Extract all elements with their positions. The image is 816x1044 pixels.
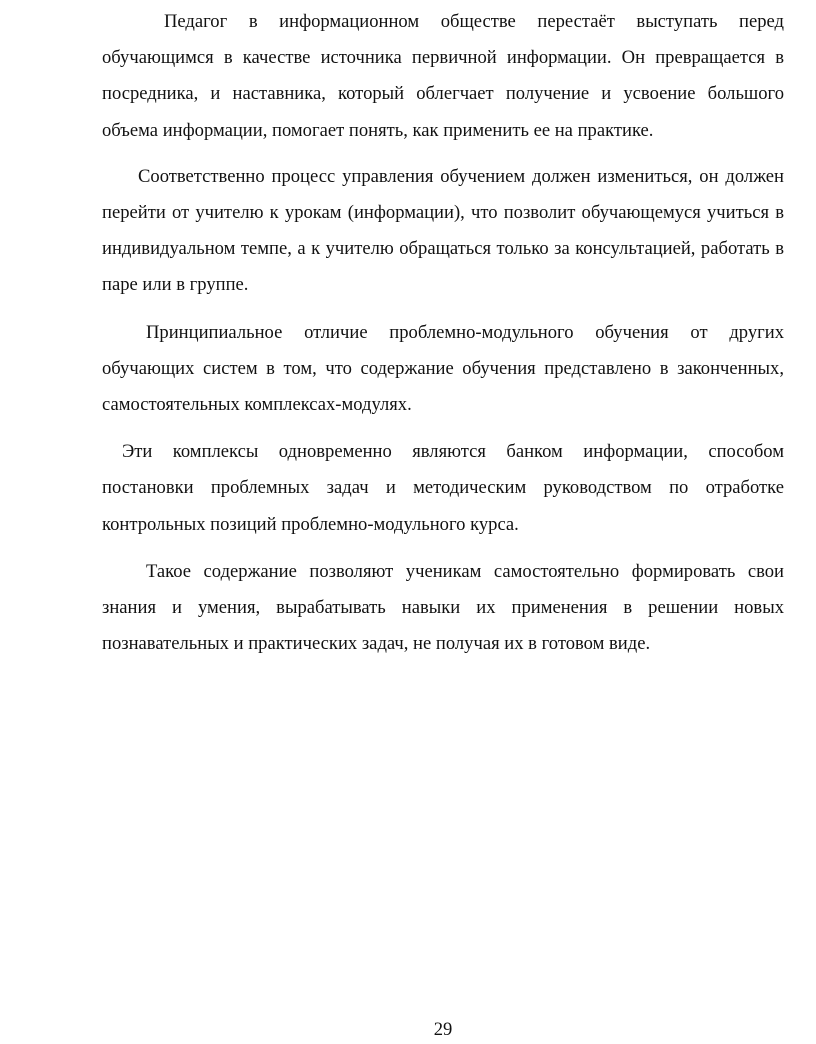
paragraph-1: Педагог в информационном обществе перестаёт выступать перед обучающимся в качестве источника первичной информации. Он превращается в посредника, и наставника, который облегчает получение и усвоение большого объема информации, помогает понять, как применить ее на практике.: [102, 11, 784, 141]
document-page: [102, 4, 784, 662]
paragraph-3: Принципиальное отличие проблемно-модульного обучения от других обучающих систем в том, что содержание обучения представлено в законченных, самостоятельных комплексах-модулях.: [102, 321, 784, 416]
paragraph-5: Такое содержание позволяют ученикам самостоятельно формировать свои знания и умения, вырабатывать навыки их применения в решении новых познавательных и практических задач, не получая их в готовом виде.: [102, 560, 784, 655]
page-number: 29: [433, 1019, 453, 1040]
paragraph-2: Соответственно процесс управления обучением должен измениться, он должен перейти от учителю к урокам (информации), что позволит обучающемуся учиться в индивидуальном темпе, а к учителю обращаться только за консультацией, работать в паре или в группе.: [102, 165, 784, 296]
paragraph-4: Эти комплексы одновременно являются банком информации, способом постановки проблемных задач и методическим руководством по отработке контрольных позиций проблемно-модульного курса.: [102, 441, 784, 535]
